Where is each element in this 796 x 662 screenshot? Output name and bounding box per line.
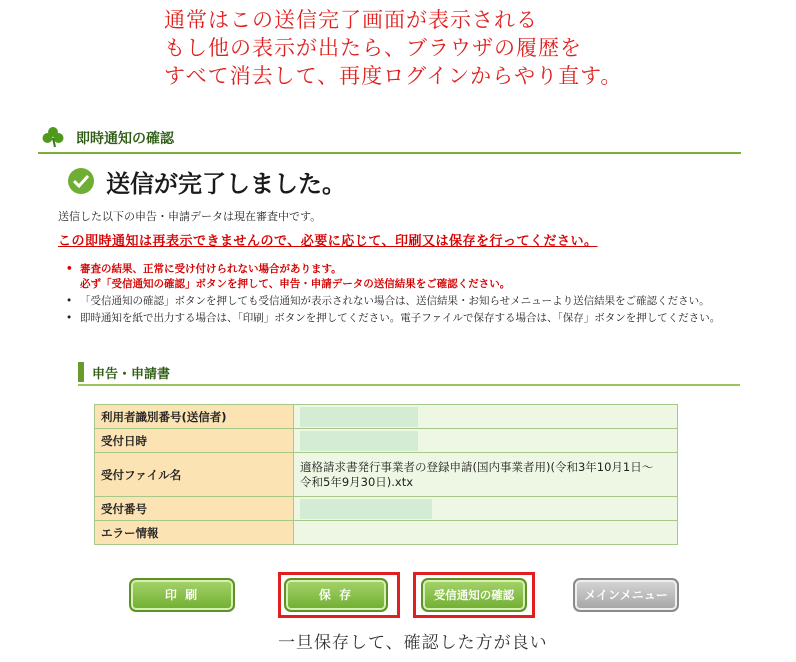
section-header — [38, 124, 741, 154]
note-text: 必ず「受信通知の確認」ボタンを押して、申告・申請データの送信結果をご確認ください。 — [80, 278, 511, 290]
section-title: 即時通知の確認 — [76, 131, 174, 147]
subsection-bar — [78, 362, 84, 382]
print-button[interactable]: 印 刷 — [129, 578, 235, 612]
main-menu-button[interactable]: メインメニュー — [573, 578, 679, 612]
table-label: 受付番号 — [95, 497, 294, 521]
completion-title: 送信が完了しました。 — [106, 170, 346, 198]
subsection-header — [78, 360, 740, 386]
save-button[interactable]: 保 存 — [284, 578, 388, 612]
table-row — [95, 405, 678, 429]
table-row — [95, 429, 678, 453]
status-info: 送信した以下の申告・申請データは現在審査中です。 — [58, 210, 322, 223]
filename-line: 令和5年9月30日).xtx — [300, 474, 414, 489]
table-row — [95, 521, 678, 545]
status-warning: この即時通知は再表示できませんので、必要に応じて、印刷又は保存を行ってください。 — [58, 234, 598, 249]
table-row — [95, 497, 678, 521]
receipt-number-value — [294, 497, 678, 521]
received-filename-value — [294, 453, 678, 497]
bottom-annotation: 一旦保存して、確認した方が良い — [278, 633, 548, 653]
table-label: 受付ファイル名 — [95, 453, 294, 497]
table-label: 受付日時 — [95, 429, 294, 453]
check-circle-icon — [68, 168, 94, 194]
error-info-value — [294, 521, 678, 545]
annotation-line-1: 通常はこの送信完了画面が表示される — [164, 8, 538, 32]
annotation-line-2: もし他の表示が出たら、ブラウザの履歴を — [164, 36, 582, 60]
filename-line: 適格請求書発行事業者の登録申請(国内事業者用)(令和3年10月1日～ — [300, 459, 654, 474]
note-text: 「受信通知の確認」ボタンを押しても受信通知が表示されない場合は、送信結果・お知らせメニューより送信結果をご確認ください。 — [80, 295, 710, 307]
note-text: 審査の結果、正常に受け付けられない場合があります。 — [80, 263, 342, 275]
note-text: 即時通知を紙で出力する場合は、「印刷」ボタンを押してください。電子ファイルで保存する場合は、「保存」ボタンを押してください。 — [80, 312, 721, 324]
info-table — [94, 404, 678, 545]
table-label: エラー情報 — [95, 521, 294, 545]
note-item: • 審査の結果、正常に受け付けられない場合があります。 必ず「受信通知の確認」ボタンを押して、申告・申請データの送信結果をご確認ください。 — [66, 262, 766, 292]
table-label: 利用者識別番号(送信者) — [95, 405, 294, 429]
receipt-confirm-button[interactable]: 受信通知の確認 — [421, 578, 527, 612]
note-item: • 即時通知を紙で出力する場合は、「印刷」ボタンを押してください。電子ファイルで保存する場合は、「保存」ボタンを押してください。 — [66, 311, 766, 326]
user-id-value — [294, 405, 678, 429]
subsection-title: 申告・申請書 — [92, 367, 171, 382]
note-item: • 「受信通知の確認」ボタンを押しても受信通知が表示されない場合は、送信結果・お知らせメニューより送信結果をご確認ください。 — [66, 294, 766, 309]
redacted-value — [300, 431, 418, 451]
redacted-value — [300, 407, 418, 427]
table-row — [95, 453, 678, 497]
clover-icon — [42, 126, 64, 148]
received-datetime-value — [294, 429, 678, 453]
redacted-value — [300, 499, 432, 519]
notes-list — [66, 262, 766, 326]
annotation-line-3: すべて消去して、再度ログインからやり直す。 — [164, 64, 623, 88]
